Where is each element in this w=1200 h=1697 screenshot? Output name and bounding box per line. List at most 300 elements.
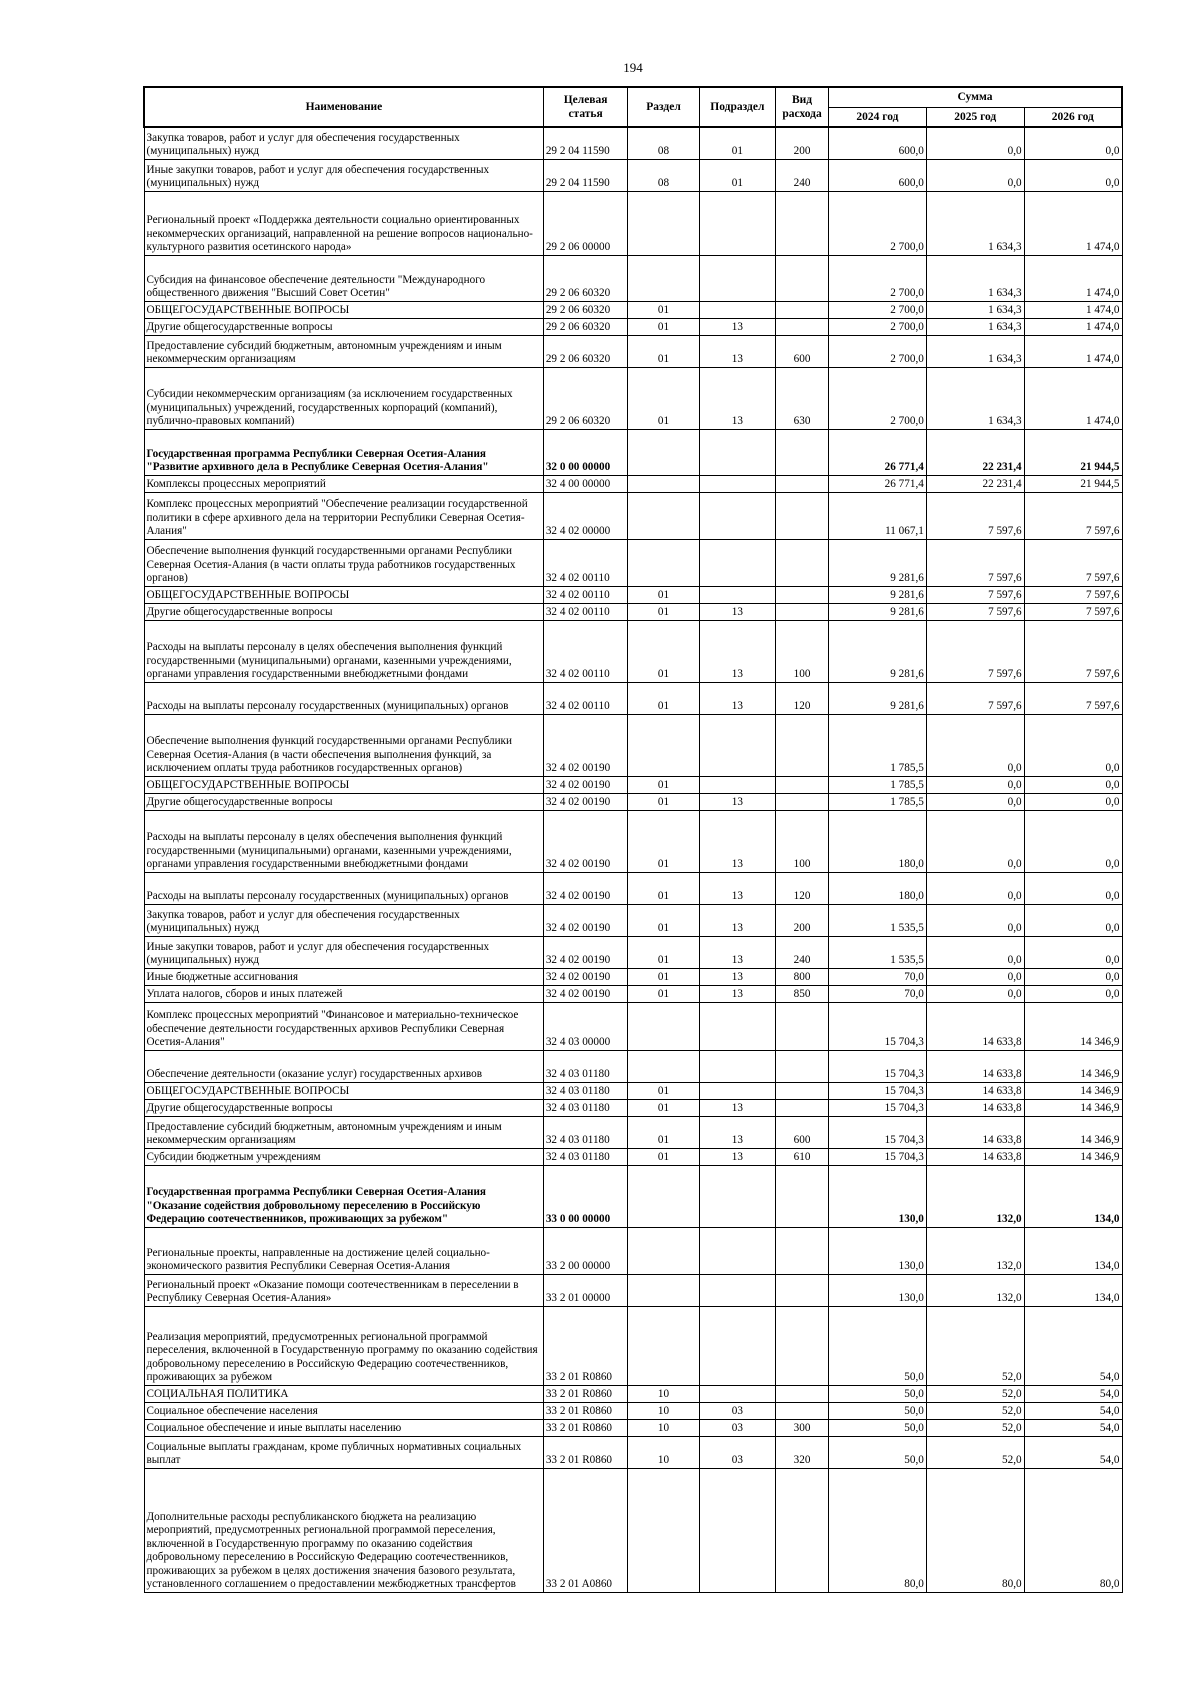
cell-subsection: 13 xyxy=(699,968,775,985)
col-header-name: Наименование xyxy=(144,87,543,127)
cell-target-article: 29 2 06 60320 xyxy=(543,367,628,429)
cell-section: 01 xyxy=(628,793,699,810)
cell-sum-2025: 52,0 xyxy=(926,1419,1024,1436)
cell-subsection xyxy=(699,776,775,793)
cell-target-article: 33 2 01 R0860 xyxy=(543,1306,628,1385)
cell-subsection: 13 xyxy=(699,620,775,682)
cell-name: Обеспечение деятельности (оказание услуг) государственных архивов xyxy=(144,1050,543,1082)
cell-section: 10 xyxy=(628,1402,699,1419)
cell-name: Дополнительные расходы республиканского бюджета на реализацию мероприятий, предусмотренных региональной программой переселения, включенной в Государственную программу по оказанию содействия добровольному переселению в Российскую Федерацию соотечественников, проживающих за рубежом в целях достижения значения базового результата, установленного соглашением о предоставлении межбюджетных трансфертов xyxy=(144,1468,543,1592)
cell-sum-2024: 9 281,6 xyxy=(829,586,927,603)
cell-target-article: 32 0 00 00000 xyxy=(543,429,628,475)
cell-sum-2024: 9 281,6 xyxy=(829,539,927,586)
cell-subsection: 13 xyxy=(699,1116,775,1148)
cell-sum-2024: 70,0 xyxy=(829,968,927,985)
cell-sum-2026: 134,0 xyxy=(1024,1274,1122,1306)
table-row xyxy=(144,793,1122,810)
cell-name: Предоставление субсидий бюджетным, автономным учреждениям и иным некоммерческим организациям xyxy=(144,335,543,367)
cell-subsection xyxy=(699,714,775,776)
cell-sum-2024: 130,0 xyxy=(829,1165,927,1227)
cell-section: 01 xyxy=(628,682,699,714)
cell-expense-type: 200 xyxy=(776,127,829,159)
table-row xyxy=(144,968,1122,985)
cell-sum-2026: 14 346,9 xyxy=(1024,1050,1122,1082)
cell-section: 01 xyxy=(628,1116,699,1148)
cell-subsection xyxy=(699,539,775,586)
cell-subsection: 13 xyxy=(699,872,775,904)
cell-sum-2024: 70,0 xyxy=(829,985,927,1002)
cell-sum-2026: 0,0 xyxy=(1024,127,1122,159)
cell-target-article: 32 4 02 00190 xyxy=(543,968,628,985)
table-row xyxy=(144,1468,1122,1592)
cell-sum-2026: 14 346,9 xyxy=(1024,1148,1122,1165)
cell-expense-type: 800 xyxy=(776,968,829,985)
cell-sum-2026: 14 346,9 xyxy=(1024,1002,1122,1050)
cell-expense-type xyxy=(776,793,829,810)
cell-sum-2026: 54,0 xyxy=(1024,1419,1122,1436)
cell-sum-2026: 54,0 xyxy=(1024,1402,1122,1419)
cell-section: 01 xyxy=(628,603,699,620)
cell-name: Государственная программа Республики Северная Осетия-Алания "Развитие архивного дела в Республике Северная Осетия-Алания" xyxy=(144,429,543,475)
cell-sum-2024: 9 281,6 xyxy=(829,682,927,714)
cell-sum-2025: 132,0 xyxy=(926,1165,1024,1227)
cell-section: 01 xyxy=(628,1082,699,1099)
cell-target-article: 32 4 02 00000 xyxy=(543,492,628,539)
cell-subsection xyxy=(699,475,775,492)
cell-section: 01 xyxy=(628,936,699,968)
cell-section xyxy=(628,1050,699,1082)
cell-sum-2024: 600,0 xyxy=(829,159,927,191)
cell-name: ОБЩЕГОСУДАРСТВЕННЫЕ ВОПРОСЫ xyxy=(144,301,543,318)
cell-subsection xyxy=(699,191,775,255)
cell-target-article: 32 4 02 00190 xyxy=(543,872,628,904)
cell-name: Иные закупки товаров, работ и услуг для обеспечения государственных (муниципальных) нужд xyxy=(144,936,543,968)
cell-sum-2025: 22 231,4 xyxy=(926,429,1024,475)
cell-sum-2026: 0,0 xyxy=(1024,810,1122,872)
cell-sum-2024: 26 771,4 xyxy=(829,475,927,492)
table-row xyxy=(144,603,1122,620)
cell-expense-type xyxy=(776,1227,829,1274)
cell-sum-2024: 15 704,3 xyxy=(829,1148,927,1165)
cell-target-article: 32 4 02 00190 xyxy=(543,936,628,968)
cell-section xyxy=(628,1002,699,1050)
cell-target-article: 33 2 01 R0860 xyxy=(543,1419,628,1436)
table-row xyxy=(144,539,1122,586)
cell-sum-2026: 0,0 xyxy=(1024,793,1122,810)
cell-sum-2026: 0,0 xyxy=(1024,936,1122,968)
cell-sum-2026: 1 474,0 xyxy=(1024,335,1122,367)
cell-expense-type xyxy=(776,1385,829,1402)
cell-sum-2026: 54,0 xyxy=(1024,1436,1122,1468)
cell-sum-2025: 14 633,8 xyxy=(926,1148,1024,1165)
table-row xyxy=(144,936,1122,968)
cell-section: 01 xyxy=(628,968,699,985)
cell-sum-2026: 7 597,6 xyxy=(1024,620,1122,682)
cell-subsection xyxy=(699,301,775,318)
cell-sum-2026: 0,0 xyxy=(1024,985,1122,1002)
cell-name: Субсидии некоммерческим организациям (за исключением государственных (муниципальных) учреждений, государственных корпораций (компаний), публично-правовых компаний) xyxy=(144,367,543,429)
cell-section xyxy=(628,191,699,255)
cell-subsection: 13 xyxy=(699,936,775,968)
table-row xyxy=(144,1002,1122,1050)
cell-target-article: 33 2 01 00000 xyxy=(543,1274,628,1306)
cell-sum-2025: 0,0 xyxy=(926,776,1024,793)
cell-subsection xyxy=(699,1385,775,1402)
cell-sum-2025: 7 597,6 xyxy=(926,682,1024,714)
cell-sum-2026: 80,0 xyxy=(1024,1468,1122,1592)
cell-sum-2025: 0,0 xyxy=(926,159,1024,191)
cell-sum-2024: 15 704,3 xyxy=(829,1050,927,1082)
cell-expense-type: 120 xyxy=(776,872,829,904)
cell-sum-2024: 2 700,0 xyxy=(829,301,927,318)
cell-sum-2025: 1 634,3 xyxy=(926,318,1024,335)
cell-sum-2026: 21 944,5 xyxy=(1024,429,1122,475)
cell-expense-type xyxy=(776,1274,829,1306)
cell-expense-type xyxy=(776,776,829,793)
cell-expense-type: 850 xyxy=(776,985,829,1002)
cell-expense-type xyxy=(776,1082,829,1099)
cell-name: Субсидии бюджетным учреждениям xyxy=(144,1148,543,1165)
cell-name: Иные бюджетные ассигнования xyxy=(144,968,543,985)
cell-subsection: 13 xyxy=(699,793,775,810)
cell-expense-type xyxy=(776,1165,829,1227)
cell-target-article: 29 2 06 60320 xyxy=(543,318,628,335)
col-header-sum: Сумма xyxy=(829,87,1122,107)
cell-expense-type: 300 xyxy=(776,1419,829,1436)
cell-sum-2025: 52,0 xyxy=(926,1436,1024,1468)
table-row xyxy=(144,318,1122,335)
cell-sum-2024: 9 281,6 xyxy=(829,620,927,682)
cell-expense-type: 120 xyxy=(776,682,829,714)
cell-target-article: 32 4 02 00190 xyxy=(543,904,628,936)
cell-name: ОБЩЕГОСУДАРСТВЕННЫЕ ВОПРОСЫ xyxy=(144,776,543,793)
cell-sum-2025: 0,0 xyxy=(926,714,1024,776)
col-header-type: Вид расхода xyxy=(776,87,829,127)
cell-target-article: 32 4 03 01180 xyxy=(543,1116,628,1148)
cell-section xyxy=(628,1165,699,1227)
cell-sum-2025: 7 597,6 xyxy=(926,539,1024,586)
cell-subsection xyxy=(699,1468,775,1592)
cell-name: Другие общегосударственные вопросы xyxy=(144,1099,543,1116)
cell-sum-2025: 1 634,3 xyxy=(926,255,1024,301)
col-header-2025: 2025 год xyxy=(926,107,1024,127)
cell-expense-type xyxy=(776,1402,829,1419)
cell-sum-2025: 22 231,4 xyxy=(926,475,1024,492)
cell-expense-type: 610 xyxy=(776,1148,829,1165)
cell-section: 01 xyxy=(628,335,699,367)
cell-name: Закупка товаров, работ и услуг для обеспечения государственных (муниципальных) нужд xyxy=(144,127,543,159)
cell-target-article: 32 4 02 00110 xyxy=(543,586,628,603)
cell-sum-2024: 130,0 xyxy=(829,1274,927,1306)
cell-target-article: 33 2 01 A0860 xyxy=(543,1468,628,1592)
cell-section xyxy=(628,1227,699,1274)
cell-target-article: 32 4 02 00190 xyxy=(543,776,628,793)
cell-name: Расходы на выплаты персоналу в целях обеспечения выполнения функций государственными (муниципальными) органами, казенными учреждениями, органами управления государственными внебюджетными фондами xyxy=(144,620,543,682)
table-row xyxy=(144,1419,1122,1436)
cell-expense-type xyxy=(776,539,829,586)
cell-target-article: 32 4 03 01180 xyxy=(543,1050,628,1082)
cell-expense-type xyxy=(776,1306,829,1385)
cell-target-article: 29 2 04 11590 xyxy=(543,159,628,191)
cell-sum-2024: 50,0 xyxy=(829,1306,927,1385)
cell-target-article: 33 2 01 R0860 xyxy=(543,1436,628,1468)
cell-name: Региональный проект «Поддержка деятельности социально ориентированных некоммерческих организаций, направленной на решение вопросов национально-культурного развития осетинского народа» xyxy=(144,191,543,255)
table-row xyxy=(144,1274,1122,1306)
table-row xyxy=(144,1099,1122,1116)
cell-sum-2025: 132,0 xyxy=(926,1274,1024,1306)
cell-sum-2025: 0,0 xyxy=(926,936,1024,968)
cell-sum-2024: 15 704,3 xyxy=(829,1116,927,1148)
cell-sum-2025: 52,0 xyxy=(926,1306,1024,1385)
cell-section: 10 xyxy=(628,1436,699,1468)
cell-target-article: 32 4 00 00000 xyxy=(543,475,628,492)
cell-target-article: 33 2 01 R0860 xyxy=(543,1402,628,1419)
table-row xyxy=(144,1148,1122,1165)
table-row xyxy=(144,301,1122,318)
cell-section: 01 xyxy=(628,776,699,793)
cell-section xyxy=(628,429,699,475)
cell-target-article: 32 4 02 00190 xyxy=(543,985,628,1002)
table-row xyxy=(144,985,1122,1002)
cell-sum-2025: 80,0 xyxy=(926,1468,1024,1592)
cell-target-article: 33 2 01 R0860 xyxy=(543,1385,628,1402)
cell-sum-2026: 0,0 xyxy=(1024,872,1122,904)
cell-expense-type xyxy=(776,714,829,776)
cell-name: Обеспечение выполнения функций государственными органами Республики Северная Осетия-Алания (в части обеспечения выполнения функций, за исключением оплаты труда работников государственных органов) xyxy=(144,714,543,776)
cell-name: Обеспечение выполнения функций государственными органами Республики Северная Осетия-Алания (в части оплаты труда работников государственных органов) xyxy=(144,539,543,586)
cell-subsection: 13 xyxy=(699,985,775,1002)
cell-subsection: 13 xyxy=(699,603,775,620)
cell-section xyxy=(628,1306,699,1385)
cell-subsection: 13 xyxy=(699,682,775,714)
cell-target-article: 29 2 06 60320 xyxy=(543,335,628,367)
cell-sum-2026: 21 944,5 xyxy=(1024,475,1122,492)
table-row xyxy=(144,335,1122,367)
col-header-section: Раздел xyxy=(628,87,699,127)
cell-name: Предоставление субсидий бюджетным, автономным учреждениям и иным некоммерческим организациям xyxy=(144,1116,543,1148)
cell-subsection: 13 xyxy=(699,367,775,429)
cell-sum-2024: 2 700,0 xyxy=(829,367,927,429)
cell-sum-2026: 1 474,0 xyxy=(1024,191,1122,255)
cell-section: 01 xyxy=(628,985,699,1002)
table-row xyxy=(144,872,1122,904)
cell-section: 01 xyxy=(628,1099,699,1116)
cell-sum-2026: 0,0 xyxy=(1024,714,1122,776)
table-row xyxy=(144,1165,1122,1227)
table-row xyxy=(144,1050,1122,1082)
cell-name: Социальные выплаты гражданам, кроме публичных нормативных социальных выплат xyxy=(144,1436,543,1468)
cell-name: Комплекс процессных мероприятий "Обеспечение реализации государственной политики в сфере архивного дела на территории Республики Северная Осетия-Алания" xyxy=(144,492,543,539)
cell-expense-type xyxy=(776,318,829,335)
cell-target-article: 32 4 02 00190 xyxy=(543,714,628,776)
cell-section xyxy=(628,714,699,776)
table-row xyxy=(144,475,1122,492)
cell-subsection xyxy=(699,1002,775,1050)
cell-subsection: 03 xyxy=(699,1402,775,1419)
cell-sum-2026: 134,0 xyxy=(1024,1165,1122,1227)
cell-sum-2025: 1 634,3 xyxy=(926,335,1024,367)
cell-sum-2024: 1 785,5 xyxy=(829,776,927,793)
cell-sum-2024: 2 700,0 xyxy=(829,335,927,367)
cell-sum-2025: 0,0 xyxy=(926,793,1024,810)
cell-section: 01 xyxy=(628,810,699,872)
cell-target-article: 33 2 00 00000 xyxy=(543,1227,628,1274)
cell-sum-2024: 26 771,4 xyxy=(829,429,927,475)
cell-name: Другие общегосударственные вопросы xyxy=(144,318,543,335)
cell-expense-type xyxy=(776,1099,829,1116)
cell-name: Комплексы процессных мероприятий xyxy=(144,475,543,492)
cell-sum-2024: 180,0 xyxy=(829,810,927,872)
cell-expense-type xyxy=(776,255,829,301)
cell-section: 01 xyxy=(628,586,699,603)
cell-sum-2024: 1 785,5 xyxy=(829,714,927,776)
cell-sum-2025: 0,0 xyxy=(926,127,1024,159)
col-header-subsection: Подраздел xyxy=(699,87,775,127)
cell-name: ОБЩЕГОСУДАРСТВЕННЫЕ ВОПРОСЫ xyxy=(144,586,543,603)
cell-sum-2026: 7 597,6 xyxy=(1024,586,1122,603)
cell-sum-2026: 7 597,6 xyxy=(1024,492,1122,539)
cell-target-article: 32 4 03 00000 xyxy=(543,1002,628,1050)
cell-subsection: 13 xyxy=(699,904,775,936)
cell-subsection xyxy=(699,586,775,603)
cell-expense-type xyxy=(776,1002,829,1050)
cell-subsection: 03 xyxy=(699,1419,775,1436)
cell-expense-type: 320 xyxy=(776,1436,829,1468)
cell-sum-2024: 50,0 xyxy=(829,1419,927,1436)
table-row xyxy=(144,367,1122,429)
cell-section xyxy=(628,1274,699,1306)
cell-name: Социальное обеспечение населения xyxy=(144,1402,543,1419)
cell-sum-2026: 1 474,0 xyxy=(1024,301,1122,318)
cell-target-article: 32 4 02 00190 xyxy=(543,810,628,872)
cell-sum-2025: 52,0 xyxy=(926,1402,1024,1419)
table-row xyxy=(144,586,1122,603)
table-row xyxy=(144,776,1122,793)
cell-name: Другие общегосударственные вопросы xyxy=(144,793,543,810)
cell-sum-2026: 134,0 xyxy=(1024,1227,1122,1274)
cell-sum-2024: 15 704,3 xyxy=(829,1002,927,1050)
cell-target-article: 33 0 00 00000 xyxy=(543,1165,628,1227)
cell-expense-type xyxy=(776,191,829,255)
cell-sum-2024: 2 700,0 xyxy=(829,191,927,255)
cell-section: 08 xyxy=(628,159,699,191)
cell-sum-2026: 0,0 xyxy=(1024,159,1122,191)
table-row xyxy=(144,1306,1122,1385)
cell-target-article: 32 4 02 00190 xyxy=(543,793,628,810)
cell-sum-2025: 14 633,8 xyxy=(926,1002,1024,1050)
cell-sum-2026: 1 474,0 xyxy=(1024,367,1122,429)
cell-expense-type: 200 xyxy=(776,904,829,936)
cell-sum-2026: 54,0 xyxy=(1024,1385,1122,1402)
cell-name: Региональный проект «Оказание помощи соотечественникам в переселении в Республику Северная Осетия-Алания» xyxy=(144,1274,543,1306)
cell-name: Реализация мероприятий, предусмотренных региональной программой переселения, включенной в Государственную программу по оказанию содействия добровольному переселению в Российскую Федерацию соотечественников, проживающих за рубежом xyxy=(144,1306,543,1385)
cell-target-article: 32 4 02 00110 xyxy=(543,682,628,714)
cell-expense-type xyxy=(776,301,829,318)
cell-target-article: 32 4 02 00110 xyxy=(543,539,628,586)
cell-sum-2026: 0,0 xyxy=(1024,776,1122,793)
cell-target-article: 29 2 06 60320 xyxy=(543,301,628,318)
cell-subsection xyxy=(699,1050,775,1082)
cell-target-article: 29 2 06 00000 xyxy=(543,191,628,255)
cell-target-article: 32 4 03 01180 xyxy=(543,1148,628,1165)
cell-target-article: 32 4 02 00110 xyxy=(543,620,628,682)
cell-sum-2024: 15 704,3 xyxy=(829,1099,927,1116)
cell-target-article: 32 4 02 00110 xyxy=(543,603,628,620)
cell-subsection: 13 xyxy=(699,335,775,367)
table-row xyxy=(144,1436,1122,1468)
table-header xyxy=(144,87,1122,127)
cell-section: 08 xyxy=(628,127,699,159)
table-row xyxy=(144,255,1122,301)
col-header-code: Целевая статья xyxy=(543,87,628,127)
cell-sum-2024: 15 704,3 xyxy=(829,1082,927,1099)
cell-sum-2025: 14 633,8 xyxy=(926,1050,1024,1082)
cell-sum-2025: 0,0 xyxy=(926,810,1024,872)
col-header-2026: 2026 год xyxy=(1024,107,1122,127)
cell-expense-type xyxy=(776,429,829,475)
cell-name: Комплекс процессных мероприятий "Финансовое и материально-техническое обеспечение деятельности государственных архивов Республики Северная Осетия-Алания" xyxy=(144,1002,543,1050)
cell-sum-2025: 14 633,8 xyxy=(926,1082,1024,1099)
cell-expense-type: 240 xyxy=(776,936,829,968)
cell-sum-2025: 1 634,3 xyxy=(926,191,1024,255)
cell-name: Закупка товаров, работ и услуг для обеспечения государственных (муниципальных) нужд xyxy=(144,904,543,936)
cell-target-article: 29 2 04 11590 xyxy=(543,127,628,159)
cell-expense-type xyxy=(776,603,829,620)
cell-sum-2026: 7 597,6 xyxy=(1024,539,1122,586)
cell-expense-type xyxy=(776,492,829,539)
col-header-2024: 2024 год xyxy=(829,107,927,127)
cell-subsection: 13 xyxy=(699,318,775,335)
cell-expense-type: 240 xyxy=(776,159,829,191)
cell-sum-2026: 1 474,0 xyxy=(1024,318,1122,335)
cell-sum-2026: 14 346,9 xyxy=(1024,1082,1122,1099)
cell-name: Социальное обеспечение и иные выплаты населению xyxy=(144,1419,543,1436)
cell-section: 01 xyxy=(628,301,699,318)
table-row xyxy=(144,1402,1122,1419)
table-row xyxy=(144,1227,1122,1274)
cell-sum-2025: 0,0 xyxy=(926,985,1024,1002)
table-row xyxy=(144,1116,1122,1148)
cell-subsection: 01 xyxy=(699,127,775,159)
cell-subsection xyxy=(699,1306,775,1385)
cell-sum-2025: 0,0 xyxy=(926,968,1024,985)
table-row xyxy=(144,429,1122,475)
cell-sum-2025: 52,0 xyxy=(926,1385,1024,1402)
cell-expense-type: 630 xyxy=(776,367,829,429)
cell-expense-type: 100 xyxy=(776,810,829,872)
table-row xyxy=(144,191,1122,255)
cell-sum-2024: 2 700,0 xyxy=(829,255,927,301)
cell-subsection: 13 xyxy=(699,810,775,872)
cell-name: Расходы на выплаты персоналу государственных (муниципальных) органов xyxy=(144,682,543,714)
table-row xyxy=(144,620,1122,682)
table-row xyxy=(144,682,1122,714)
cell-sum-2024: 11 067,1 xyxy=(829,492,927,539)
table-body xyxy=(144,127,1122,1592)
cell-subsection xyxy=(699,1274,775,1306)
cell-sum-2025: 7 597,6 xyxy=(926,620,1024,682)
cell-name: Государственная программа Республики Северная Осетия-Алания "Оказание содействия добровольному переселению в Российскую Федерацию соотечественников, проживающих за рубежом" xyxy=(144,1165,543,1227)
cell-sum-2025: 7 597,6 xyxy=(926,603,1024,620)
cell-subsection xyxy=(699,1165,775,1227)
cell-sum-2024: 50,0 xyxy=(829,1385,927,1402)
cell-sum-2026: 0,0 xyxy=(1024,904,1122,936)
cell-expense-type xyxy=(776,475,829,492)
cell-subsection xyxy=(699,1227,775,1274)
cell-sum-2025: 14 633,8 xyxy=(926,1099,1024,1116)
cell-subsection xyxy=(699,429,775,475)
cell-sum-2025: 7 597,6 xyxy=(926,492,1024,539)
